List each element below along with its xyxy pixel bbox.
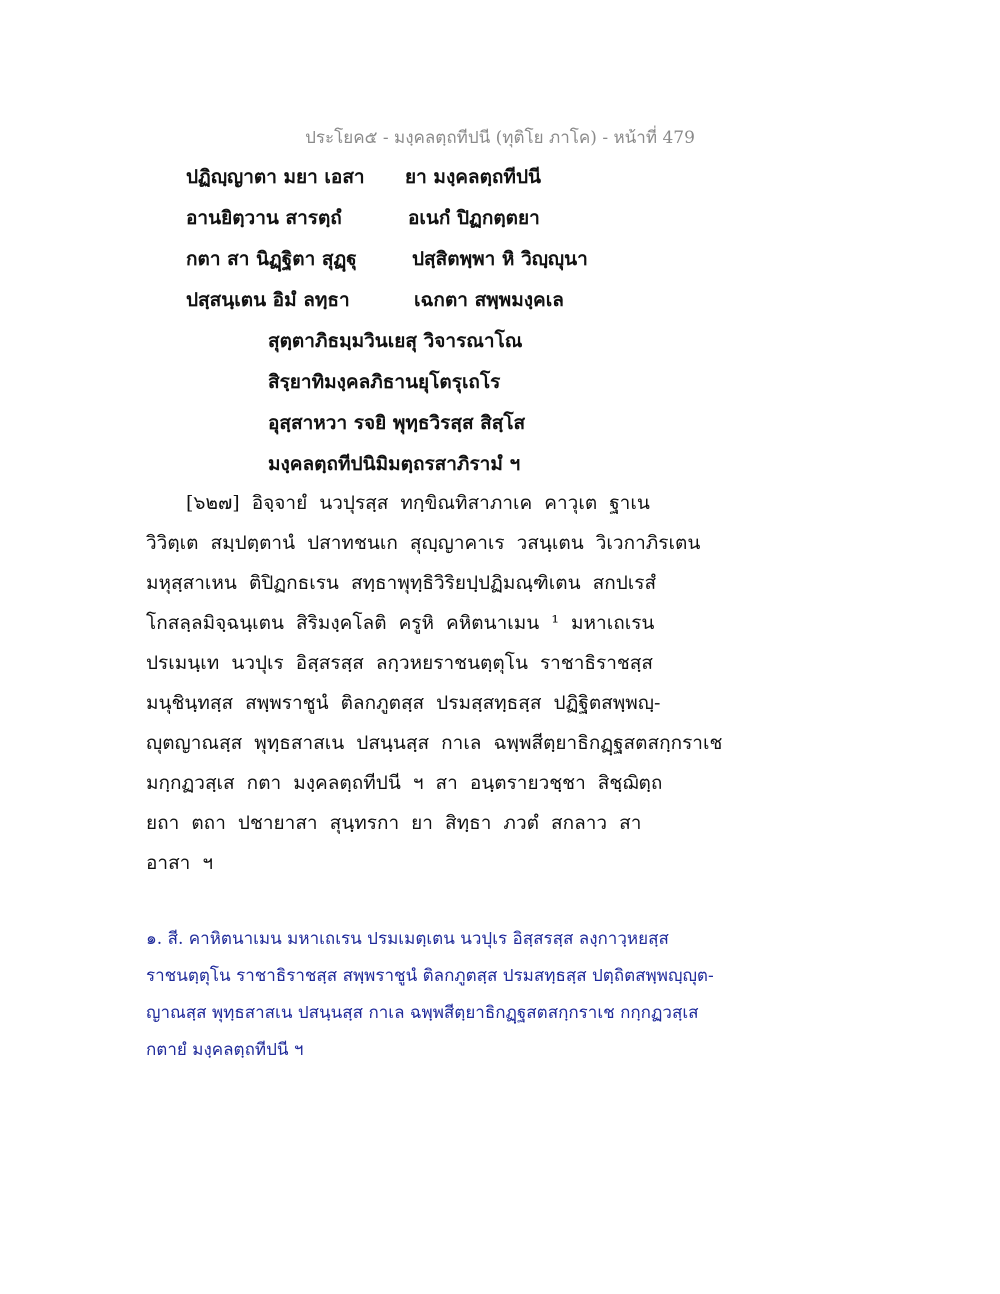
running-header: ประโยค๕ - มงฺคลตฺถทีปนี (ทุติโย ภาโค) - หน้าที่ 479 [305, 128, 695, 148]
verse-line-1b: ยา มงฺคลตฺถทีปนี [405, 166, 541, 188]
footnote-line: กตายํ มงฺคลตฺถทีปนี ฯ [146, 1040, 304, 1060]
prose-line: มกฺกฏวสฺเส กตา มงฺคลตฺถทีปนี ฯ สา อนฺตรายวชฺชา สิชฺฌิตฺถ [146, 772, 663, 794]
verse-line-4a: ปสฺสนฺเตน อิมํ ลทฺธา [186, 289, 350, 311]
verse-line-2a: อานยิตฺวาน สารตฺถํ [186, 207, 342, 229]
prose-line: ยถา ตถา ปชายาสา สุนฺทรกา ยา สิทฺธา ภวตํ สกลาว สา [146, 812, 642, 834]
footnote-line: ๑. สี. คาหิตนาเมน มหาเถเรน ปรมเมตฺเตน นวปุเร อิสฺสรสฺส ลงฺกาวฺหยสฺส [146, 929, 669, 949]
verse-line-1a: ปฏิญฺญาตา มยา เอสา [186, 166, 365, 188]
verse-line-6: สิรฺยาทิมงฺคลภิธานยุโตรุเถโร [268, 371, 501, 393]
verse-line-8: มงฺคลตฺถทีปนิมิมตฺถรสาภิรามํ ฯ [268, 453, 521, 475]
verse-line-2b: อเนกํ ปิฏกตฺตยา [408, 207, 540, 229]
footnote-line: ญาณสฺส พุทฺธสาสเน ปสนฺนสฺส กาเล ฉพฺพสีตฺยาธิกฏฺฐสตสกฺกราเช กกฺกฏวสฺเส [146, 1003, 699, 1023]
prose-line: โกสลฺลมิจฺฉนฺเตน สิริมงฺคโลติ ครูหิ คหิตนาเมน ¹ มหาเถเรน [146, 612, 655, 634]
footnote-line: ราชนตฺตุโน ราชาธิราชสฺส สพฺพราชูนํ ติลกภูตสฺส ปรมสทฺธสฺส ปตฺถิตสพฺพญฺญุต- [146, 966, 714, 986]
prose-line: มนุชินฺทสฺส สพฺพราชูนํ ติลกภูตสฺส ปรมสฺสทฺธสฺส ปฏิฐิตสพฺพญฺ- [146, 692, 661, 714]
verse-line-7: อุสฺสาหวา รจยิ พุทฺธวิรสฺส สิสฺโส [268, 412, 526, 434]
prose-line: [๖๒๗] อิจฺจายํ นวปุรสฺส ทกฺขิณทิสาภาเค คาวุเต ฐาเน [186, 492, 650, 514]
prose-line: มหุสฺสาเหน ติปิฏกธเรน สทฺธาพุทฺธิวิริยปฺปฏิมณฺฑิเตน สกปเรสํ [146, 572, 657, 594]
verse-line-3a: กตา สา นิฏฺฐิตา สุฏฺฐุ [186, 248, 357, 270]
prose-line: ญุตญาณสฺส พุทฺธสาสเน ปสนฺนสฺส กาเล ฉพฺพสีตฺยาธิกฏฺฐสตสกฺกราเช [146, 732, 723, 754]
verse-line-5: สุตฺตาภิธมฺมวินเยสุ วิจารณาโณ [268, 330, 523, 352]
prose-line: ปรเมนฺเท นวปุเร อิสฺสรสฺส ลกฺวหยราชนตฺตุโน ราชาธิราชสฺส [146, 652, 653, 674]
verse-line-4b: เฉกตา สพฺพมงฺคเล [414, 289, 564, 311]
prose-line: วิวิตฺเต สมฺปตฺตานํ ปสาทชนเก สุญฺญาคาเร วสนฺเตน วิเวกาภิรเตน [146, 532, 701, 554]
verse-line-3b: ปสฺสิตพฺพา หิ วิญฺญุนา [412, 248, 588, 270]
prose-line: อาสา ฯ [146, 852, 214, 874]
